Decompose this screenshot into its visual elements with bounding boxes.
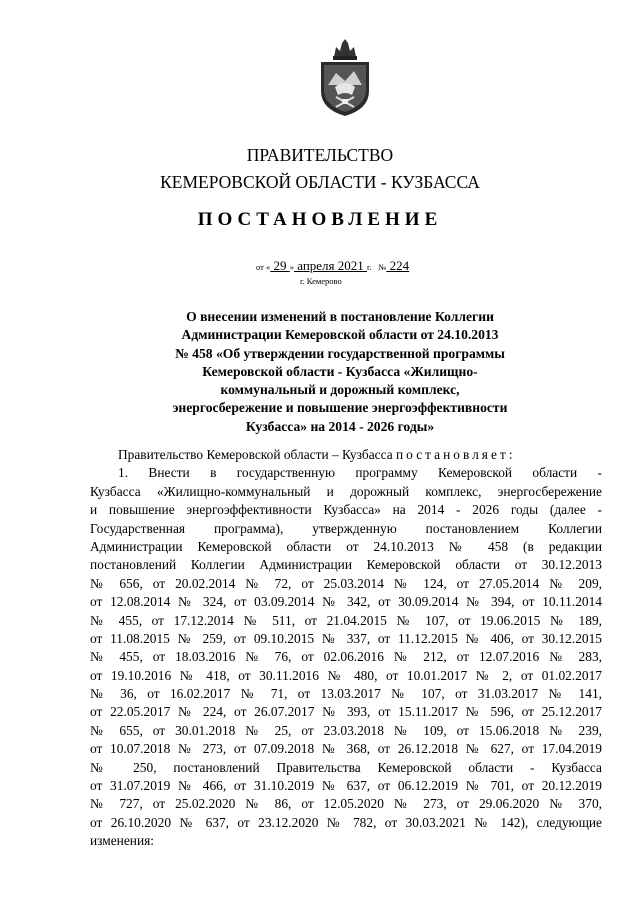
body-line: № 656, от 20.02.2014 № 72, от 25.03.2014 № 124, от 27.05.2014 № 209, [90, 575, 602, 591]
document-title [140, 308, 540, 436]
org-name-line1: ПРАВИТЕЛЬСТВО [246, 145, 394, 165]
title-line: Администрации Кемеровской области от 24.10.2013 [181, 327, 499, 343]
body-line: от 31.07.2019 № 466, от 31.10.2019 № 637, от 06.12.2019 № 701, от 20.12.2019 [90, 778, 602, 794]
body-line: № 655, от 30.01.2018 № 25, от 23.03.2018 № 109, от 15.06.2018 № 239, [90, 722, 602, 738]
preamble [90, 446, 602, 464]
title-line: коммунальный и дорожный комплекс, [220, 382, 460, 398]
body-line: № 250, постановлений Правительства Кемеровской области - Кузбасса [90, 759, 602, 775]
date-line [256, 258, 409, 274]
date-day: 29 [270, 258, 290, 273]
document-number: 224 [386, 258, 410, 273]
body-line: № 36, от 16.02.2017 № 71, от 13.03.2017 № 107, от 31.03.2017 № 141, [90, 686, 602, 702]
coat-of-arms-icon [318, 39, 372, 117]
body-line: от 10.07.2018 № 273, от 07.09.2018 № 368, от 26.12.2018 № 627, от 17.04.2019 [90, 741, 602, 757]
body-line: постановлений Коллегии Администрации Кемеровской области от 30.12.2013 [90, 557, 602, 573]
date-day-close: » [289, 262, 294, 272]
preamble-verb: постановляет: [396, 447, 516, 462]
number-label: № [378, 262, 387, 272]
body-line: изменения: [90, 833, 155, 849]
year-suffix: г. [367, 262, 372, 272]
body-line: 1. Внести в государственную программу Кемеровской области - [118, 465, 602, 481]
body-line: Кузбасса «Жилищно-коммунальный и дорожный комплекс, энергосбережение [90, 483, 602, 499]
document-body [90, 446, 602, 851]
title-line: Кузбасса» на 2014 - 2026 годы» [245, 418, 435, 434]
body-line: № 455, от 17.12.2014 № 511, от 21.04.2015 № 107, от 19.06.2015 № 189, [90, 612, 602, 628]
title-line: энергосбережение и повышение энергоэффективности [172, 400, 508, 416]
org-name-line2: КЕМЕРОВСКОЙ ОБЛАСТИ - КУЗБАССА [160, 172, 480, 192]
title-line: № 458 «Об утверждении государственной программы [175, 345, 505, 361]
body-line: от 11.08.2015 № 259, от 09.10.2015 № 337, от 11.12.2015 № 406, от 30.12.2015 [90, 630, 602, 646]
city: г. Кемерово [300, 276, 342, 286]
body-line: от 19.10.2016 № 418, от 30.11.2016 № 480, от 10.01.2017 № 2, от 01.02.2017 [90, 667, 602, 683]
title-line: Кемеровской области - Кузбасса «Жилищно- [202, 363, 478, 379]
preamble-text: Правительство Кемеровской области – Кузбасса [118, 447, 397, 462]
body-line: Государственная программа), утвержденную постановлением Коллегии [90, 520, 602, 536]
body-line: и повышение энергоэффективности Кузбасса» на 2014 - 2026 годы (далее - [90, 502, 602, 518]
from-label: от « [256, 262, 271, 272]
date-month-year: апреля 2021 [293, 258, 368, 273]
document-type: ПОСТАНОВЛЕНИЕ [197, 209, 443, 230]
title-line: О внесении изменений в постановление Коллегии [186, 309, 494, 324]
body-line: от 26.10.2020 № 637, от 23.12.2020 № 782, от 30.03.2021 № 142), следующие [90, 814, 602, 830]
body-line: от 22.05.2017 № 224, от 26.07.2017 № 393, от 15.11.2017 № 596, от 25.12.2017 [90, 704, 602, 720]
body-line: Администрации Кемеровской области от 24.10.2013 № 458 (в редакции [90, 538, 602, 554]
body-line: от 12.08.2014 № 324, от 03.09.2014 № 342, от 30.09.2014 № 394, от 10.11.2014 [90, 594, 602, 610]
body-line: № 727, от 25.02.2020 № 86, от 12.05.2020 № 273, от 29.06.2020 № 370, [90, 796, 602, 812]
body-line: № 455, от 18.03.2016 № 76, от 02.06.2016 № 212, от 12.07.2016 № 283, [90, 649, 602, 665]
